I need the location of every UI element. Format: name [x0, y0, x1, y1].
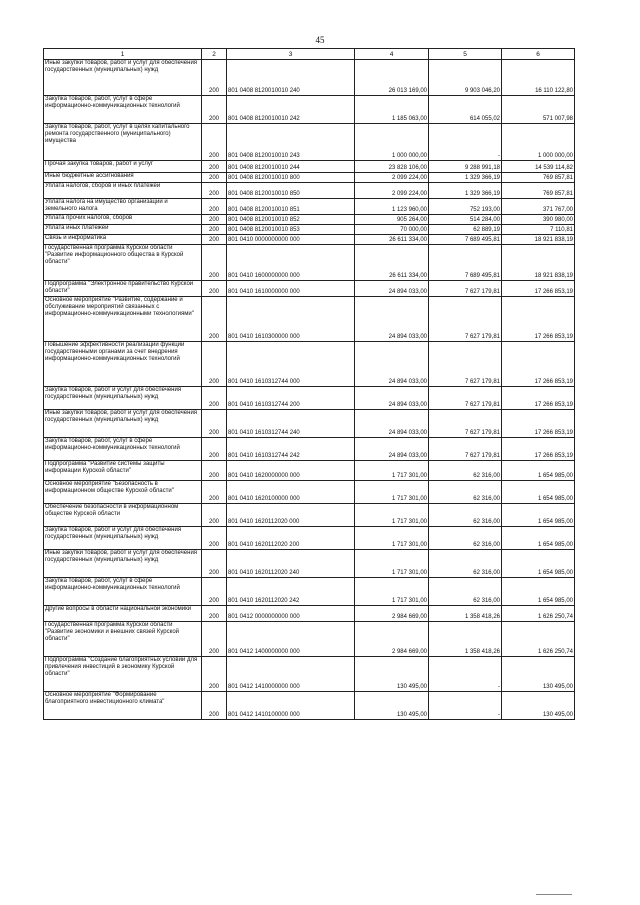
- row-code-cell: 200: [202, 550, 227, 578]
- row-name-cell: Подпрограмма "Развитие системы защиты информации Курской области": [44, 461, 202, 481]
- row-code-cell: 200: [202, 245, 227, 281]
- row-name-cell: Другие вопросы в области национальной экономики: [44, 606, 202, 622]
- row-name-cell: Основное мероприятие "Формирование благоприятного инвестиционного климата": [44, 692, 202, 720]
- row-approved-cell: 24 894 033,00: [355, 387, 429, 410]
- row-executed-cell: 62 316,00: [429, 481, 502, 504]
- row-name-cell: Прочая закупка товаров, работ и услуг: [44, 161, 202, 173]
- row-unexecuted-cell: 17 266 853,19: [502, 387, 575, 410]
- row-code-cell: 200: [202, 297, 227, 342]
- row-code-cell: 200: [202, 692, 227, 720]
- row-code-cell: 200: [202, 342, 227, 387]
- table-row: [44, 622, 575, 657]
- row-executed-cell: 752 193,00: [429, 199, 502, 215]
- row-code-cell: 200: [202, 183, 227, 199]
- row-executed-cell: -: [429, 692, 502, 720]
- row-unexecuted-cell: 1 654 985,00: [502, 481, 575, 504]
- row-approved-cell: 24 894 033,00: [355, 297, 429, 342]
- table-row: [44, 387, 575, 410]
- row-classification-cell: 801 0408 8120010010 853: [227, 225, 355, 235]
- column-header: 5: [429, 49, 502, 60]
- row-name-cell: Закупка товаров, работ, услуг в сфере информационно-коммуникационных технологий: [44, 96, 202, 124]
- table-row: [44, 481, 575, 504]
- row-name-cell: Подпрограмма "Создание благоприятных условий для привлечения инвестиций в экономику Курской области": [44, 657, 202, 692]
- row-code-cell: 200: [202, 199, 227, 215]
- row-unexecuted-cell: 1 654 985,00: [502, 504, 575, 527]
- row-code-cell: 200: [202, 235, 227, 245]
- row-unexecuted-cell: 17 266 853,19: [502, 342, 575, 387]
- row-unexecuted-cell: 1 626 250,74: [502, 606, 575, 622]
- row-code-cell: 200: [202, 410, 227, 438]
- table-row: [44, 235, 575, 245]
- row-approved-cell: 130 495,00: [355, 657, 429, 692]
- row-approved-cell: 1 717 301,00: [355, 578, 429, 606]
- row-approved-cell: 24 894 033,00: [355, 438, 429, 461]
- table-row: [44, 550, 575, 578]
- row-executed-cell: 62 316,00: [429, 527, 502, 550]
- table-row: [44, 606, 575, 622]
- table-row: [44, 342, 575, 387]
- row-classification-cell: 801 0410 1600000000 000: [227, 245, 355, 281]
- row-executed-cell: 7 627 179,81: [429, 342, 502, 387]
- row-approved-cell: 26 611 334,00: [355, 245, 429, 281]
- row-code-cell: 200: [202, 578, 227, 606]
- row-code-cell: 200: [202, 225, 227, 235]
- table-row: [44, 173, 575, 183]
- row-code-cell: 200: [202, 173, 227, 183]
- row-classification-cell: 801 0410 1610000000 000: [227, 281, 355, 297]
- table-row: [44, 527, 575, 550]
- row-unexecuted-cell: 571 007,98: [502, 96, 575, 124]
- row-approved-cell: 2 099 224,00: [355, 183, 429, 199]
- row-name-cell: Закупка товаров, работ, услуг в целях капитального ремонта государственного (муниципального) имущества: [44, 124, 202, 161]
- row-classification-cell: 801 0410 1620000000 000: [227, 461, 355, 481]
- row-classification-cell: 801 0408 8120010010 852: [227, 215, 355, 225]
- table-row: [44, 96, 575, 124]
- table-row: [44, 281, 575, 297]
- row-executed-cell: 1 358 418,26: [429, 606, 502, 622]
- row-executed-cell: 7 627 179,81: [429, 387, 502, 410]
- row-executed-cell: 62 316,00: [429, 504, 502, 527]
- row-name-cell: Иные бюджетные ассигнования: [44, 173, 202, 183]
- row-name-cell: Закупка товаров, работ, услуг в сфере информационно-коммуникационных технологий: [44, 578, 202, 606]
- row-executed-cell: 62 889,19: [429, 225, 502, 235]
- row-unexecuted-cell: 1 654 985,00: [502, 578, 575, 606]
- row-name-cell: Основное мероприятие "Безопасность в информационном обществе Курской области": [44, 481, 202, 504]
- row-unexecuted-cell: 17 266 853,19: [502, 297, 575, 342]
- row-code-cell: 200: [202, 622, 227, 657]
- row-executed-cell: 614 055,02: [429, 96, 502, 124]
- row-name-cell: Закупка товаров, работ и услуг для обеспечения государственных (муниципальных) нужд: [44, 387, 202, 410]
- row-name-cell: Иные закупки товаров, работ и услуг для обеспечения государственных (муниципальных) нужд: [44, 410, 202, 438]
- row-classification-cell: 801 0412 1400000000 000: [227, 622, 355, 657]
- row-classification-cell: 801 0408 8120010010 850: [227, 183, 355, 199]
- table-row: [44, 60, 575, 96]
- row-executed-cell: 7 627 179,81: [429, 438, 502, 461]
- row-name-cell: Иные закупки товаров, работ и услуг для обеспечения государственных (муниципальных) нужд: [44, 60, 202, 96]
- row-classification-cell: 801 0410 1610312744 200: [227, 387, 355, 410]
- row-executed-cell: 7 689 495,81: [429, 245, 502, 281]
- row-code-cell: 200: [202, 124, 227, 161]
- row-classification-cell: 801 0410 1620112020 240: [227, 550, 355, 578]
- row-classification-cell: 801 0410 1610312744 240: [227, 410, 355, 438]
- row-executed-cell: 514 284,00: [429, 215, 502, 225]
- row-executed-cell: 7 627 179,81: [429, 410, 502, 438]
- row-classification-cell: 801 0410 1620112020 200: [227, 527, 355, 550]
- column-header: 1: [44, 49, 202, 60]
- row-unexecuted-cell: 1 000 000,00: [502, 124, 575, 161]
- row-executed-cell: 7 627 179,81: [429, 281, 502, 297]
- row-classification-cell: 801 0408 8120010010 240: [227, 60, 355, 96]
- table-row: [44, 225, 575, 235]
- row-approved-cell: 24 894 033,00: [355, 410, 429, 438]
- row-unexecuted-cell: 1 654 985,00: [502, 461, 575, 481]
- row-name-cell: Основное мероприятие "Развитие, содержание и обслуживание мероприятий связанных с информационно-коммуникационными технологиями": [44, 297, 202, 342]
- row-unexecuted-cell: 130 495,00: [502, 692, 575, 720]
- table-row: [44, 438, 575, 461]
- row-approved-cell: 70 000,00: [355, 225, 429, 235]
- row-code-cell: 200: [202, 657, 227, 692]
- row-approved-cell: 2 099 224,00: [355, 173, 429, 183]
- row-approved-cell: 1 185 063,00: [355, 96, 429, 124]
- row-name-cell: Обеспечение безопасности в информационном обществе Курской области: [44, 504, 202, 527]
- row-classification-cell: 801 0410 0000000000 000: [227, 235, 355, 245]
- row-name-cell: Подпрограмма "Электронное правительство Курской области": [44, 281, 202, 297]
- row-classification-cell: 801 0410 1620112020 242: [227, 578, 355, 606]
- table-row: [44, 245, 575, 281]
- row-code-cell: 200: [202, 606, 227, 622]
- row-classification-cell: 801 0408 8120010010 800: [227, 173, 355, 183]
- row-unexecuted-cell: 769 857,81: [502, 173, 575, 183]
- row-approved-cell: 1 000 000,00: [355, 124, 429, 161]
- table-row: [44, 504, 575, 527]
- row-name-cell: Закупка товаров, работ, услуг в сфере информационно-коммуникационных технологий: [44, 438, 202, 461]
- row-code-cell: 200: [202, 481, 227, 504]
- row-classification-cell: 801 0410 1610312744 242: [227, 438, 355, 461]
- row-name-cell: Связь и информатика: [44, 235, 202, 245]
- row-unexecuted-cell: 1 626 250,74: [502, 622, 575, 657]
- row-approved-cell: 24 894 033,00: [355, 281, 429, 297]
- table-row: [44, 578, 575, 606]
- row-executed-cell: 9 288 991,18: [429, 161, 502, 173]
- row-classification-cell: 801 0412 0000000000 000: [227, 606, 355, 622]
- row-approved-cell: 26 611 334,00: [355, 235, 429, 245]
- row-approved-cell: 2 984 669,00: [355, 606, 429, 622]
- footer-divider: [536, 894, 572, 895]
- row-name-cell: Закупка товаров, работ и услуг для обеспечения государственных (муниципальных) нужд: [44, 527, 202, 550]
- budget-execution-table: [43, 48, 575, 720]
- row-executed-cell: 7 627 179,81: [429, 297, 502, 342]
- row-classification-cell: 801 0412 1410000000 000: [227, 657, 355, 692]
- row-approved-cell: 2 984 669,00: [355, 622, 429, 657]
- row-executed-cell: 62 316,00: [429, 550, 502, 578]
- table-row: [44, 124, 575, 161]
- row-name-cell: Повышение эффективности реализации функций государственными органами за счет внедрения информационно-коммуникационных технологий: [44, 342, 202, 387]
- row-classification-cell: 801 0408 8120010010 244: [227, 161, 355, 173]
- row-name-cell: Уплата налога на имущество организаций и земельного налога: [44, 199, 202, 215]
- row-code-cell: 200: [202, 281, 227, 297]
- row-approved-cell: 1 717 301,00: [355, 527, 429, 550]
- row-approved-cell: 1 717 301,00: [355, 550, 429, 578]
- row-unexecuted-cell: 1 654 985,00: [502, 527, 575, 550]
- row-code-cell: 200: [202, 161, 227, 173]
- row-unexecuted-cell: 18 921 838,19: [502, 245, 575, 281]
- row-name-cell: Государственная программа Курской области "Развитие экономики и внешних связей Курской области": [44, 622, 202, 657]
- table-row: [44, 161, 575, 173]
- row-classification-cell: 801 0408 8120010010 851: [227, 199, 355, 215]
- table-row: [44, 297, 575, 342]
- row-classification-cell: 801 0408 8120010010 242: [227, 96, 355, 124]
- column-header: 4: [355, 49, 429, 60]
- row-code-cell: 200: [202, 504, 227, 527]
- row-approved-cell: 1 717 301,00: [355, 481, 429, 504]
- table-row: [44, 692, 575, 720]
- table-row: [44, 657, 575, 692]
- row-name-cell: Государственная программа Курской области "Развитие информационного общества в Курской области": [44, 245, 202, 281]
- row-code-cell: 200: [202, 96, 227, 124]
- row-executed-cell: -: [429, 124, 502, 161]
- row-executed-cell: -: [429, 657, 502, 692]
- row-code-cell: 200: [202, 438, 227, 461]
- table-row: [44, 461, 575, 481]
- row-executed-cell: 1 329 366,19: [429, 173, 502, 183]
- row-code-cell: 200: [202, 461, 227, 481]
- column-header: 3: [227, 49, 355, 60]
- page-number: 45: [315, 35, 325, 45]
- table-row: [44, 215, 575, 225]
- row-name-cell: Уплата иных платежей: [44, 225, 202, 235]
- row-approved-cell: 1 717 301,00: [355, 461, 429, 481]
- row-executed-cell: 7 689 495,81: [429, 235, 502, 245]
- row-name-cell: Иные закупки товаров, работ и услуг для обеспечения государственных (муниципальных) нужд: [44, 550, 202, 578]
- row-approved-cell: 130 495,00: [355, 692, 429, 720]
- table-row: [44, 183, 575, 199]
- table-row: [44, 199, 575, 215]
- row-name-cell: Уплата налогов, сборов и иных платежей: [44, 183, 202, 199]
- row-code-cell: 200: [202, 60, 227, 96]
- row-code-cell: 200: [202, 215, 227, 225]
- row-classification-cell: 801 0408 8120010010 243: [227, 124, 355, 161]
- table-row: [44, 410, 575, 438]
- row-unexecuted-cell: 371 767,00: [502, 199, 575, 215]
- table-body: [44, 60, 575, 720]
- row-executed-cell: 9 903 046,20: [429, 60, 502, 96]
- row-unexecuted-cell: 7 110,81: [502, 225, 575, 235]
- row-unexecuted-cell: 14 539 114,82: [502, 161, 575, 173]
- row-approved-cell: 905 264,00: [355, 215, 429, 225]
- row-name-cell: Уплата прочих налогов, сборов: [44, 215, 202, 225]
- row-approved-cell: 26 013 169,00: [355, 60, 429, 96]
- row-executed-cell: 62 316,00: [429, 578, 502, 606]
- row-executed-cell: 1 358 418,26: [429, 622, 502, 657]
- row-classification-cell: 801 0410 1620100000 000: [227, 481, 355, 504]
- row-approved-cell: 23 828 106,00: [355, 161, 429, 173]
- row-approved-cell: 1 717 301,00: [355, 504, 429, 527]
- column-header: 2: [202, 49, 227, 60]
- row-unexecuted-cell: 769 857,81: [502, 183, 575, 199]
- row-unexecuted-cell: 390 980,00: [502, 215, 575, 225]
- row-code-cell: 200: [202, 387, 227, 410]
- column-header: 6: [502, 49, 575, 60]
- row-classification-cell: 801 0410 1610312744 000: [227, 342, 355, 387]
- table-header-row: [44, 49, 575, 60]
- row-executed-cell: 62 316,00: [429, 461, 502, 481]
- row-classification-cell: 801 0410 1610300000 000: [227, 297, 355, 342]
- row-unexecuted-cell: 1 654 985,00: [502, 550, 575, 578]
- row-approved-cell: 1 123 960,00: [355, 199, 429, 215]
- row-approved-cell: 24 894 033,00: [355, 342, 429, 387]
- row-unexecuted-cell: 16 110 122,80: [502, 60, 575, 96]
- row-unexecuted-cell: 130 495,00: [502, 657, 575, 692]
- row-code-cell: 200: [202, 527, 227, 550]
- row-classification-cell: 801 0410 1620112020 000: [227, 504, 355, 527]
- row-classification-cell: 801 0412 1410100000 000: [227, 692, 355, 720]
- row-executed-cell: 1 329 366,19: [429, 183, 502, 199]
- row-unexecuted-cell: 17 266 853,19: [502, 438, 575, 461]
- row-unexecuted-cell: 18 921 838,19: [502, 235, 575, 245]
- row-unexecuted-cell: 17 266 853,19: [502, 281, 575, 297]
- row-unexecuted-cell: 17 266 853,19: [502, 410, 575, 438]
